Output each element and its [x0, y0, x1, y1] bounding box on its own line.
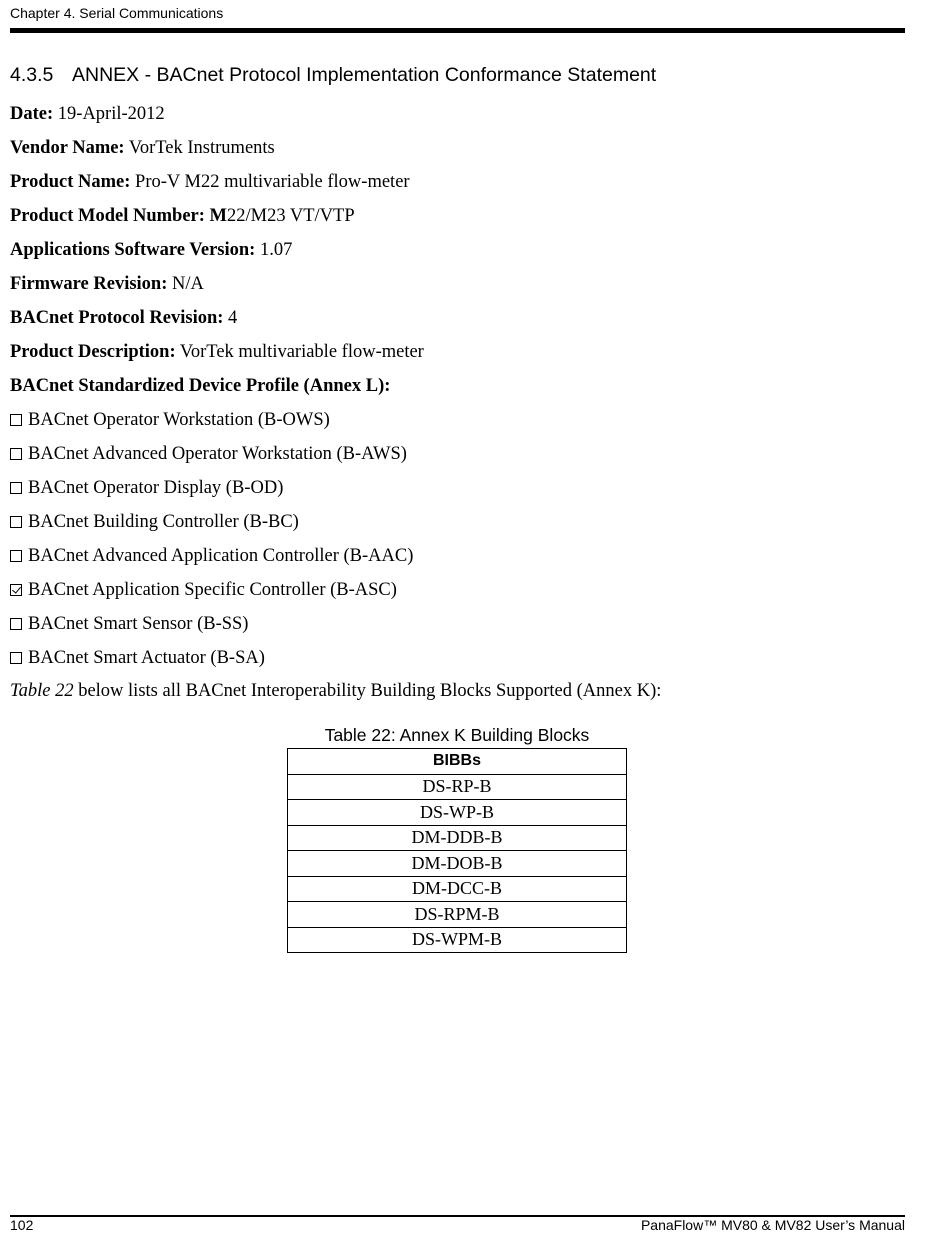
- table-cell: DS-WP-B: [288, 800, 627, 826]
- table-row: [288, 774, 627, 800]
- field-product-model-number: [10, 205, 355, 227]
- bibbs-table: [287, 748, 627, 953]
- field-value: VorTek Instruments: [128, 138, 275, 158]
- field-protocol-revision: [10, 307, 237, 329]
- field-value: 19-April-2012: [57, 104, 165, 124]
- field-product-description: [10, 341, 424, 363]
- field-label: Product Description:: [10, 342, 176, 362]
- field-value: Pro-V M22 multivariable flow-meter: [135, 172, 410, 192]
- field-software-version: [10, 239, 292, 261]
- table-reference: Table 22: [10, 681, 74, 701]
- section-number: 4.3.5: [10, 64, 54, 86]
- profile-option: [10, 477, 283, 499]
- field-vendor-name: [10, 137, 275, 159]
- table-cell: DS-WPM-B: [288, 927, 627, 953]
- table-intro: [10, 680, 661, 702]
- field-firmware-revision: [10, 273, 204, 295]
- manual-title: PanaFlow™ MV80 & MV82 User’s Manual: [640, 1217, 905, 1233]
- field-label: Product Name:: [10, 172, 131, 192]
- chapter-header: Chapter 4. Serial Communications: [10, 5, 224, 21]
- profile-label: BACnet Building Controller (B-BC): [28, 512, 299, 532]
- field-label: Vendor Name:: [10, 138, 125, 158]
- section-title-text: ANNEX - BACnet Protocol Implementation Conformance Statement: [72, 64, 657, 86]
- profile-option: [10, 511, 299, 533]
- table-row: [288, 902, 627, 928]
- field-value-bold: M: [209, 206, 228, 226]
- profile-option-checked: [10, 579, 397, 601]
- table-intro-text: below lists all BACnet Interoperability Building Blocks Supported (Annex K):: [73, 681, 662, 701]
- checkbox-unchecked-icon: [10, 448, 22, 460]
- field-label: Applications Software Version:: [10, 240, 256, 260]
- field-value: 22/M23 VT/VTP: [227, 206, 355, 226]
- table-cell: DM-DOB-B: [288, 851, 627, 877]
- field-label: BACnet Protocol Revision:: [10, 308, 224, 328]
- table-row: [288, 927, 627, 953]
- field-value: N/A: [172, 274, 204, 294]
- checkbox-unchecked-icon: [10, 414, 22, 426]
- checkbox-unchecked-icon: [10, 550, 22, 562]
- checkbox-unchecked-icon: [10, 482, 22, 494]
- profile-option: [10, 409, 330, 431]
- profile-label: BACnet Operator Display (B-OD): [28, 478, 284, 498]
- profile-option: [10, 647, 265, 669]
- section-title: [10, 64, 656, 87]
- checkbox-unchecked-icon: [10, 516, 22, 528]
- profile-label: BACnet Advanced Operator Workstation (B-AWS): [28, 444, 407, 464]
- checkbox-unchecked-icon: [10, 618, 22, 630]
- table-cell: DS-RP-B: [288, 774, 627, 800]
- table-cell: DM-DCC-B: [288, 876, 627, 902]
- field-value: VorTek multivariable flow-meter: [179, 342, 424, 362]
- table-row: [288, 876, 627, 902]
- header-rule: [10, 28, 905, 33]
- profile-label: BACnet Operator Workstation (B-OWS): [28, 410, 330, 430]
- profile-label: BACnet Smart Actuator (B-SA): [28, 648, 265, 668]
- table-row: [288, 800, 627, 826]
- field-date: [10, 103, 165, 125]
- table-row: [288, 851, 627, 877]
- checkbox-unchecked-icon: [10, 652, 22, 664]
- checkbox-checked-icon: [10, 584, 22, 596]
- field-label: Date:: [10, 104, 54, 124]
- profile-label: BACnet Advanced Application Controller (B-AAC): [28, 546, 414, 566]
- field-label: Firmware Revision:: [10, 274, 168, 294]
- profile-heading-text: BACnet Standardized Device Profile (Annex L):: [10, 376, 391, 396]
- table-cell: DM-DDB-B: [288, 825, 627, 851]
- profile-option: [10, 613, 248, 635]
- profile-heading: [10, 375, 390, 397]
- profile-label: BACnet Application Specific Controller (B-ASC): [28, 580, 397, 600]
- table-header: BIBBs: [288, 749, 627, 775]
- table-cell: DS-RPM-B: [288, 902, 627, 928]
- field-value: 4: [228, 308, 238, 328]
- profile-option: [10, 545, 413, 567]
- profile-option: [10, 443, 407, 465]
- table-caption: Table 22: Annex K Building Blocks: [324, 725, 590, 745]
- table-row: [288, 825, 627, 851]
- field-label: Product Model Number:: [10, 206, 205, 226]
- page-number: 102: [10, 1217, 34, 1233]
- field-value: 1.07: [259, 240, 293, 260]
- profile-label: BACnet Smart Sensor (B-SS): [28, 614, 249, 634]
- field-product-name: [10, 171, 410, 193]
